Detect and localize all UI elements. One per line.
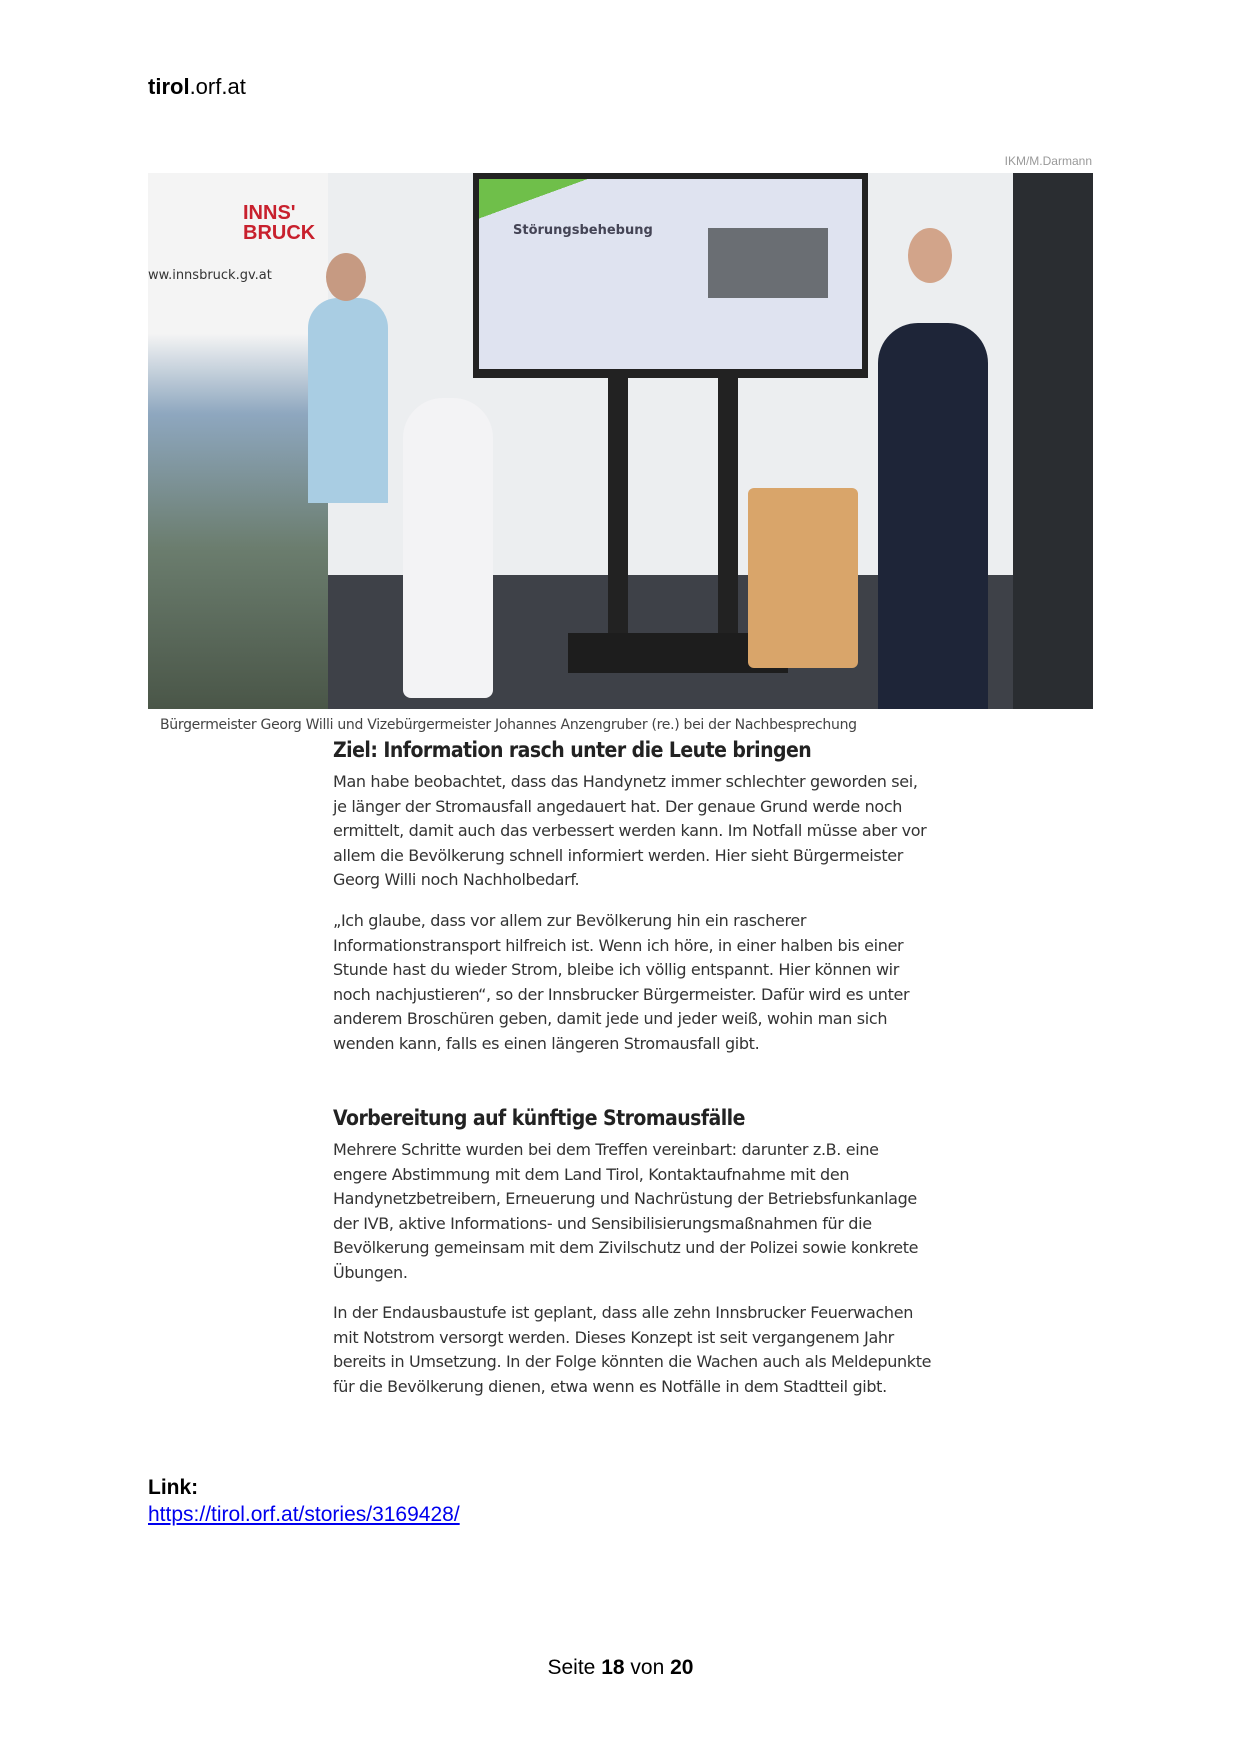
paragraph-2: „Ich glaube, dass vor allem zur Bevölkerung hin ein rascherer Informationstransport hilfreich ist. Wenn ich höre, in einer halben bis einer Stunde hast du wieder Strom, bleibe ich völlig entspannt. Hier können wir noch nachjustieren“, so der Innsbrucker Bürgermeister. Dafür wird es unter anderem Broschüren geben, damit jede und jeder weiß, wohin man sich wenden kann, falls es einen längeren Stromausfall gibt.	[333, 911, 910, 1053]
footer-prefix: Seite	[547, 1656, 596, 1679]
heading-vorbereitung: Vorbereitung auf künftige Stromausfälle	[333, 1106, 745, 1130]
story-link[interactable]: https://tirol.orf.at/stories/3169428/	[148, 1503, 460, 1526]
paragraph-1: Man habe beobachtet, dass das Handynetz immer schlechter geworden sei, je länger der Stromausfall angedauert hat. Der genaue Grund werde noch ermittelt, damit auch das verbessert werden kann. Im Notfall müsse aber vor allem die Bevölkerung schnell informiert werden. Hier sieht Bürgermeister Georg Willi noch Nachholbedarf.	[333, 772, 927, 889]
page-footer	[0, 1656, 1241, 1680]
site-brand	[148, 74, 246, 100]
footer-mid: von	[630, 1656, 665, 1679]
paragraph-4: In der Endausbaustufe ist geplant, dass alle zehn Innsbrucker Feuerwachen mit Notstrom versorgt werden. Dieses Konzept ist seit vergangenem Jahr bereits in Umsetzung. In der Folge könnten die Wachen auch als Meldepunkte für die Bevölkerung dienen, etwa wenn es Notfälle in dem Stadtteil gibt.	[333, 1303, 932, 1396]
banner-url: ww.innsbruck.gv.at	[148, 268, 272, 283]
brand-bold: tirol	[148, 74, 190, 99]
link-label: Link:	[148, 1476, 199, 1499]
photo-caption: Bürgermeister Georg Willi und Vizebürgermeister Johannes Anzengruber (re.) bei der Nachbesprechung	[160, 717, 857, 733]
screen-title: Störungsbehebung	[513, 223, 653, 238]
current-page: 18	[601, 1656, 625, 1679]
paragraph-3: Mehrere Schritte wurden bei dem Treffen vereinbart: darunter z.B. eine engere Abstimmung mit dem Land Tirol, Kontaktaufnahme mit den Handynetzbetreibern, Erneuerung und Nachrüstung der Betriebsfunkanlage der IVB, aktive Informations- und Sensibilisierungsmaßnahmen für die Bevölkerung gemeinsam mit dem Zivilschutz und der Polizei sowie konkrete Übungen.	[333, 1140, 919, 1282]
heading-ziel: Ziel: Information rasch unter die Leute bringen	[333, 738, 812, 762]
article-photo	[148, 173, 1093, 709]
photo-credit: IKM/M.Darmann	[1004, 154, 1092, 168]
brand-rest: .orf.at	[189, 74, 246, 99]
total-pages: 20	[670, 1656, 694, 1679]
banner-logo: INNS' BRUCK	[243, 202, 316, 244]
